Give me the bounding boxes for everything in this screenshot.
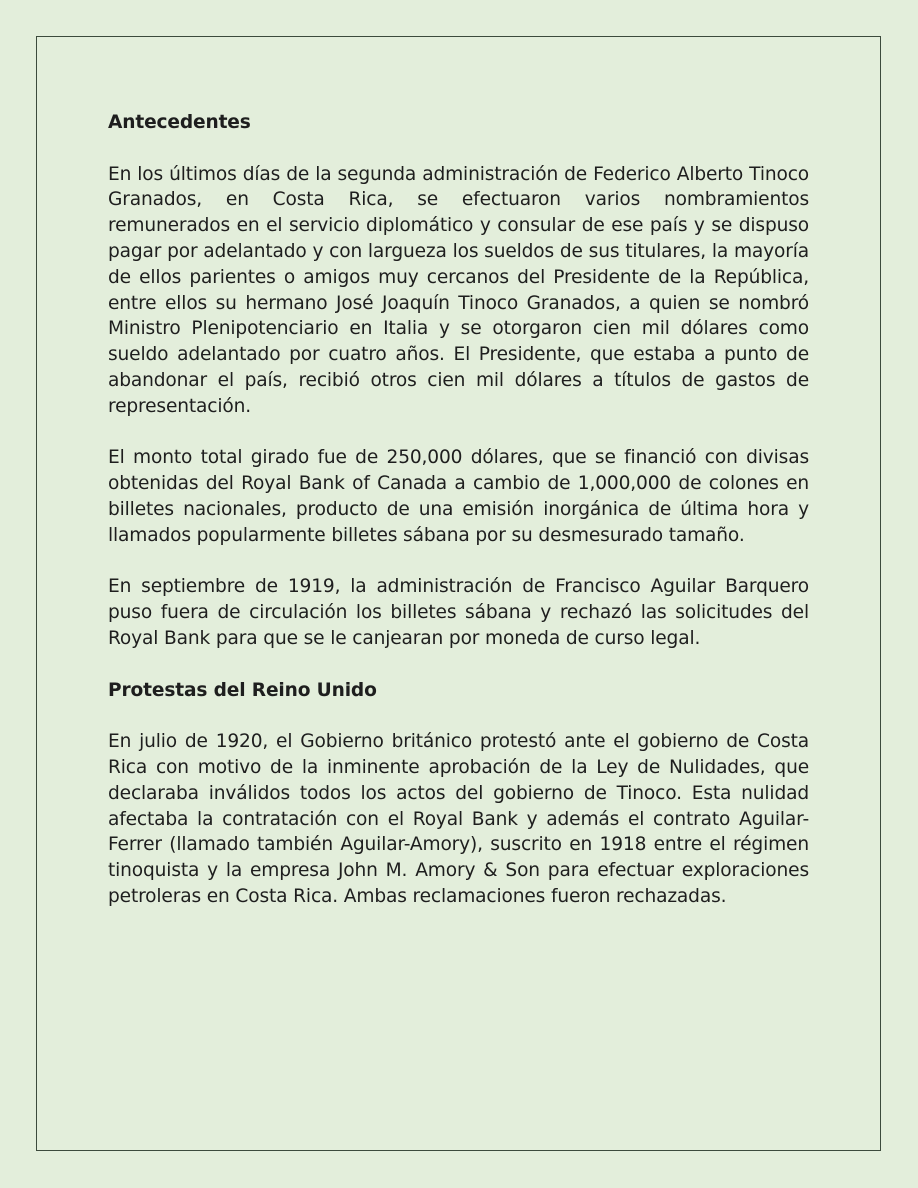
spacer: [108, 703, 809, 729]
paragraph: En septiembre de 1919, la administración de Francisco Aguilar Barquero puso fuera de circulación los billetes sábana y rechazó las solicitudes del Royal Bank para que se le canjearan por moneda de curso legal.: [108, 576, 809, 649]
paragraph: El monto total girado fue de 250,000 dólares, que se financió con divisas obtenidas del Royal Bank of Canada a cambio de 1,000,000 de colones en billetes nacionales, producto de una emisión inorgánica de última hora y llamados popularmente billetes sábana por su desmesurado tamaño.: [108, 447, 809, 546]
document-body: [108, 110, 809, 910]
section-heading-protestas: Protestas del Reino Unido: [108, 679, 377, 701]
spacer: [108, 420, 809, 446]
paragraph: En los últimos días de la segunda administración de Federico Alberto Tinoco Granados, en Costa Rica, se efectuaron varios nombramientos remunerados en el servicio diplomático y consular de ese país y se dispuso pagar por adelantado y con largueza los sueldos de sus titulares, la mayoría de ellos parientes o amigos muy cercanos del Presidente de la República, entre ellos su hermano José Joaquín Tinoco Granados, a quien se nombró Ministro Plenipotenciario en Italia y se otorgaron cien mil dólares como sueldo adelantado por cuatro años. El Presidente, que estaba a punto de abandonar el país, recibió otros cien mil dólares a títulos de gastos de representación.: [108, 163, 809, 417]
paragraph: En julio de 1920, el Gobierno británico protestó ante el gobierno de Costa Rica con motivo de la inminente aprobación de la Ley de Nulidades, que declaraba inválidos todos los actos del gobierno de Tinoco. Esta nulidad afectaba la contratación con el Royal Bank y además el contrato Aguilar-Ferrer (llamado también Aguilar-Amory), suscrito en 1918 entre el régimen tinoquista y la empresa John M. Amory & Son para efectuar exploraciones petroleras en Costa Rica. Ambas reclamaciones fueron rechazadas.: [108, 731, 809, 907]
spacer: [108, 136, 809, 162]
section-heading-antecedentes: Antecedentes: [108, 112, 251, 133]
spacer: [108, 652, 809, 678]
spacer: [108, 549, 809, 575]
